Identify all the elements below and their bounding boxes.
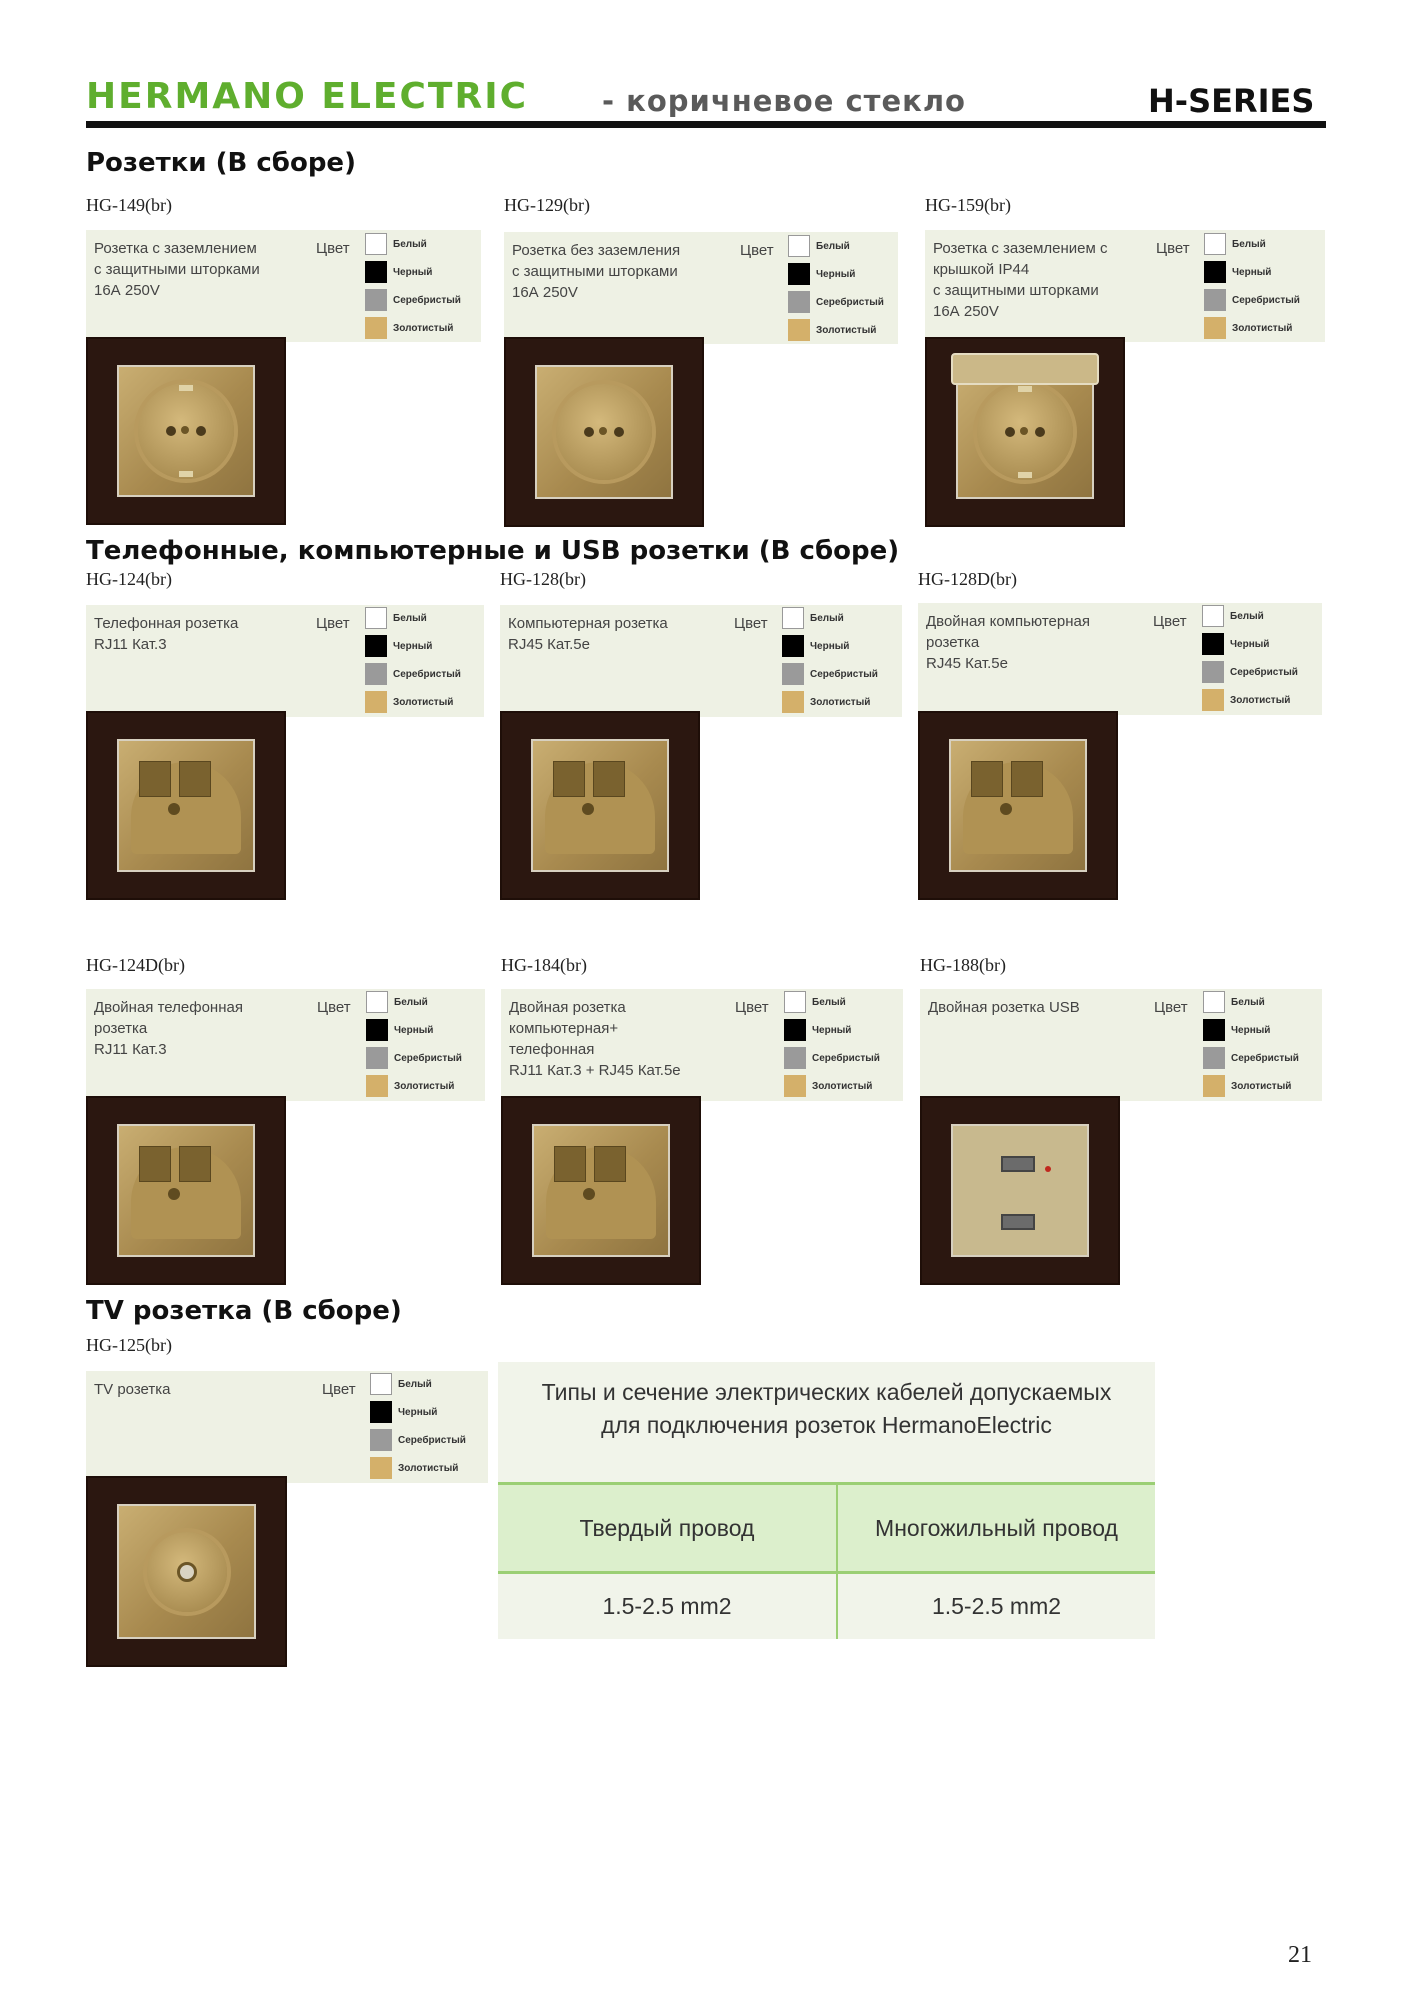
color-option (1203, 991, 1299, 1013)
earth-clip (1018, 472, 1032, 478)
product-description: Розетка без заземления с защитными шторками 16А 250V (512, 242, 681, 301)
double-rj11-jack-photo (86, 1096, 286, 1285)
socket-pin-hole (196, 426, 206, 436)
color-name: Черный (1231, 1024, 1271, 1036)
color-swatch (366, 991, 388, 1013)
color-label: Цвет (734, 615, 768, 632)
cable-col-solid-value: 1.5-2.5 mm2 (498, 1574, 836, 1639)
socket-face-icon (138, 383, 234, 479)
color-swatch-list (784, 991, 880, 1097)
color-option (1204, 289, 1300, 311)
cable-col-solid-header: Твердый провод (498, 1485, 836, 1571)
earth-clip (179, 471, 193, 477)
product-code: HG-159(br) (925, 195, 1011, 215)
color-swatch-list (1202, 605, 1298, 711)
product-description: Двойная розетка компьютерная+ телефонная RJ11 Кат.3 + RJ45 Кат.5е (509, 999, 681, 1079)
product-code: HG-125(br) (86, 1335, 172, 1355)
color-option (1202, 661, 1298, 683)
color-option (366, 991, 462, 1013)
section-title-data-sockets: Телефонные, компьютерные и USB розетки (В сборе) (86, 536, 900, 566)
color-option (365, 691, 461, 713)
color-swatch (365, 663, 387, 685)
color-swatch (370, 1373, 392, 1395)
socket-plate (117, 739, 255, 872)
socket-ip44-lid-photo (925, 337, 1125, 527)
color-name: Серебристый (810, 668, 878, 680)
color-name: Белый (810, 612, 844, 624)
color-swatch (366, 1075, 388, 1097)
jack-port-icon (139, 761, 171, 797)
color-swatch-list (365, 607, 461, 713)
color-swatch (366, 1019, 388, 1041)
color-option (365, 261, 461, 283)
color-option (370, 1401, 466, 1423)
color-name: Белый (1232, 238, 1266, 250)
rj45-jack-photo (500, 711, 700, 900)
usb-socket-photo (920, 1096, 1120, 1285)
color-swatch (784, 1047, 806, 1069)
color-option (365, 233, 461, 255)
socket-face-icon (556, 384, 652, 480)
color-swatch (1203, 1047, 1225, 1069)
page-number: 21 (1288, 1942, 1312, 1968)
color-name: Серебристый (1231, 1052, 1299, 1064)
color-name: Белый (812, 996, 846, 1008)
jack-port-icon (139, 1146, 171, 1182)
color-swatch-list (782, 607, 878, 713)
color-swatch-list (1203, 991, 1299, 1097)
color-name: Черный (394, 1024, 434, 1036)
color-name: Белый (394, 996, 428, 1008)
color-option (782, 635, 878, 657)
color-option (370, 1457, 466, 1479)
color-swatch (1202, 689, 1224, 711)
color-option (782, 691, 878, 713)
color-option (784, 1019, 880, 1041)
color-swatch (365, 607, 387, 629)
color-name: Серебристый (398, 1434, 466, 1446)
color-name: Золотистый (1230, 694, 1291, 706)
section-title-tv: TV розетка (В сборе) (86, 1296, 402, 1326)
color-swatch (1204, 317, 1226, 339)
product-code: HG-129(br) (504, 195, 590, 215)
color-swatch (782, 663, 804, 685)
socket-pin-hole (599, 427, 607, 435)
product-description: Компьютерная розетка RJ45 Кат.5е (508, 615, 668, 653)
socket-pin-hole (584, 427, 594, 437)
cable-table-title: Типы и сечение электрических кабелей допускаемых для подключения розеток HermanoElectric (541, 1379, 1112, 1438)
color-option (784, 1075, 880, 1097)
color-option (788, 319, 884, 341)
color-option (784, 991, 880, 1013)
color-option (1202, 689, 1298, 711)
color-swatch-list (365, 233, 461, 339)
color-swatch (788, 263, 810, 285)
color-label: Цвет (316, 240, 350, 257)
color-swatch (366, 1047, 388, 1069)
screw-icon (1000, 803, 1012, 815)
color-swatch (782, 607, 804, 629)
color-swatch-list (370, 1373, 466, 1479)
product-code: HG-128D(br) (918, 569, 1017, 589)
color-name: Золотистый (398, 1462, 459, 1474)
ip44-lid-icon (951, 353, 1099, 385)
color-option (782, 663, 878, 685)
color-label: Цвет (1153, 613, 1187, 630)
color-swatch (1204, 289, 1226, 311)
socket-plate (951, 1124, 1089, 1257)
color-swatch (782, 691, 804, 713)
led-indicator-icon (1045, 1166, 1051, 1172)
color-name: Черный (393, 266, 433, 278)
color-name: Золотистый (1232, 322, 1293, 334)
color-option (788, 291, 884, 313)
color-option (1203, 1075, 1299, 1097)
socket-pin-hole (614, 427, 624, 437)
color-swatch (1203, 1019, 1225, 1041)
color-label: Цвет (317, 999, 351, 1016)
header-rule (86, 121, 1326, 128)
color-swatch (370, 1457, 392, 1479)
jack-port-icon (179, 761, 211, 797)
color-name: Золотистый (394, 1080, 455, 1092)
color-label: Цвет (322, 1381, 356, 1398)
socket-pin-hole (166, 426, 176, 436)
color-name: Серебристый (393, 668, 461, 680)
color-label: Цвет (740, 242, 774, 259)
color-name: Черный (810, 640, 850, 652)
color-option (788, 235, 884, 257)
socket-pin-hole (1020, 427, 1028, 435)
socket-plate (949, 739, 1087, 872)
color-label: Цвет (316, 615, 350, 632)
color-name: Золотистый (393, 322, 454, 334)
color-option (788, 263, 884, 285)
socket-face-icon (977, 384, 1073, 480)
usb-port-icon (1001, 1156, 1035, 1172)
product-code: HG-188(br) (920, 955, 1006, 975)
product-description: Двойная телефонная розетка RJ11 Кат.3 (94, 999, 243, 1058)
product-description: Телефонная розетка RJ11 Кат.3 (94, 615, 239, 653)
product-description: Двойная розетка USB (928, 999, 1080, 1016)
color-name: Золотистый (810, 696, 871, 708)
tv-socket-face-icon (147, 1532, 227, 1612)
color-name: Золотистый (1231, 1080, 1292, 1092)
color-name: Белый (398, 1378, 432, 1390)
color-option (365, 635, 461, 657)
color-swatch (782, 635, 804, 657)
color-option (1203, 1047, 1299, 1069)
product-code: HG-128(br) (500, 569, 586, 589)
screw-icon (168, 1188, 180, 1200)
color-swatch (784, 991, 806, 1013)
product-code: HG-124D(br) (86, 955, 185, 975)
color-option (1202, 633, 1298, 655)
product-description: TV розетка (94, 1381, 171, 1398)
socket-plate (117, 1124, 255, 1257)
screw-icon (583, 1188, 595, 1200)
jack-port-icon (554, 1146, 586, 1182)
color-swatch-list (366, 991, 462, 1097)
color-swatch (365, 261, 387, 283)
color-name: Серебристый (1230, 666, 1298, 678)
cable-table (498, 1362, 1155, 1639)
cable-col-stranded-value: 1.5-2.5 mm2 (838, 1574, 1155, 1639)
color-name: Золотистый (393, 696, 454, 708)
product-code: HG-184(br) (501, 955, 587, 975)
color-name: Черный (812, 1024, 852, 1036)
socket-no-earth-photo (504, 337, 704, 527)
color-option (365, 663, 461, 685)
color-option (370, 1429, 466, 1451)
color-name: Белый (816, 240, 850, 252)
color-option (1204, 261, 1300, 283)
product-code: HG-149(br) (86, 195, 172, 215)
color-swatch (784, 1075, 806, 1097)
color-name: Черный (393, 640, 433, 652)
color-name: Золотистый (812, 1080, 873, 1092)
section-title-sockets: Розетки (В сборе) (86, 148, 356, 178)
color-name: Серебристый (394, 1052, 462, 1064)
color-label: Цвет (1154, 999, 1188, 1016)
color-option (366, 1075, 462, 1097)
color-swatch (365, 635, 387, 657)
rj11-rj45-jack-photo (501, 1096, 701, 1285)
color-option (370, 1373, 466, 1395)
product-code: HG-124(br) (86, 569, 172, 589)
color-swatch (370, 1401, 392, 1423)
color-swatch (788, 291, 810, 313)
color-option (366, 1019, 462, 1041)
color-swatch (788, 235, 810, 257)
color-swatch (1203, 991, 1225, 1013)
color-swatch (365, 691, 387, 713)
color-name: Черный (1230, 638, 1270, 650)
color-option (366, 1047, 462, 1069)
color-option (1202, 605, 1298, 627)
color-option (1204, 233, 1300, 255)
color-option (365, 317, 461, 339)
color-swatch (1202, 605, 1224, 627)
color-name: Черный (398, 1406, 438, 1418)
color-name: Черный (816, 268, 856, 280)
color-swatch-list (1204, 233, 1300, 339)
color-name: Белый (393, 612, 427, 624)
jack-port-icon (971, 761, 1003, 797)
color-swatch (1202, 661, 1224, 683)
color-name: Золотистый (816, 324, 877, 336)
socket-plate (531, 739, 669, 872)
usb-port-icon (1001, 1214, 1035, 1230)
color-swatch (1204, 233, 1226, 255)
color-label: Цвет (735, 999, 769, 1016)
earth-clip (1018, 386, 1032, 392)
color-name: Серебристый (393, 294, 461, 306)
cable-table-column-divider (836, 1485, 838, 1639)
socket-plate (532, 1124, 670, 1257)
cable-col-stranded-header: Многожильный провод (838, 1485, 1155, 1571)
color-option (1203, 1019, 1299, 1041)
color-option (784, 1047, 880, 1069)
color-swatch (365, 317, 387, 339)
color-swatch (370, 1429, 392, 1451)
brand-subtitle: - коричневое стекло (602, 84, 966, 118)
color-name: Серебристый (816, 296, 884, 308)
color-option (782, 607, 878, 629)
color-option (365, 289, 461, 311)
jack-port-icon (1011, 761, 1043, 797)
color-name: Черный (1232, 266, 1272, 278)
color-name: Белый (393, 238, 427, 250)
tv-socket-photo (86, 1476, 287, 1667)
color-option (365, 607, 461, 629)
jack-port-icon (593, 761, 625, 797)
socket-plate (117, 365, 255, 497)
series-label: H-SERIES (1148, 82, 1315, 120)
product-description: Розетка с заземлением с крышкой IP44 с защитными шторками 16А 250V (933, 240, 1108, 320)
screw-icon (582, 803, 594, 815)
color-swatch-list (788, 235, 884, 341)
socket-pin-hole (1035, 427, 1045, 437)
rj11-jack-photo (86, 711, 286, 900)
product-description: Двойная компьютерная розетка RJ45 Кат.5е (926, 613, 1090, 672)
color-swatch (784, 1019, 806, 1041)
color-label: Цвет (1156, 240, 1190, 257)
color-swatch (1202, 633, 1224, 655)
double-rj45-jack-photo (918, 711, 1118, 900)
jack-port-icon (553, 761, 585, 797)
color-name: Белый (1231, 996, 1265, 1008)
socket-plate (117, 1504, 256, 1639)
socket-pin-hole (1005, 427, 1015, 437)
color-swatch (788, 319, 810, 341)
jack-port-icon (594, 1146, 626, 1182)
color-swatch (1204, 261, 1226, 283)
socket-plate (956, 365, 1094, 499)
screw-icon (168, 803, 180, 815)
color-name: Серебристый (812, 1052, 880, 1064)
color-swatch (365, 233, 387, 255)
brand-title: HERMANO ELECTRIC (86, 76, 529, 117)
color-swatch (1203, 1075, 1225, 1097)
jack-port-icon (179, 1146, 211, 1182)
socket-pin-hole (181, 426, 189, 434)
product-description: Розетка с заземлением с защитными шторками 16А 250V (94, 240, 260, 299)
color-swatch (365, 289, 387, 311)
earth-clip (179, 385, 193, 391)
schuko-socket-photo (86, 337, 286, 525)
color-name: Серебристый (1232, 294, 1300, 306)
socket-plate (535, 365, 673, 499)
tv-connector-icon (177, 1562, 197, 1582)
color-name: Белый (1230, 610, 1264, 622)
color-option (1204, 317, 1300, 339)
